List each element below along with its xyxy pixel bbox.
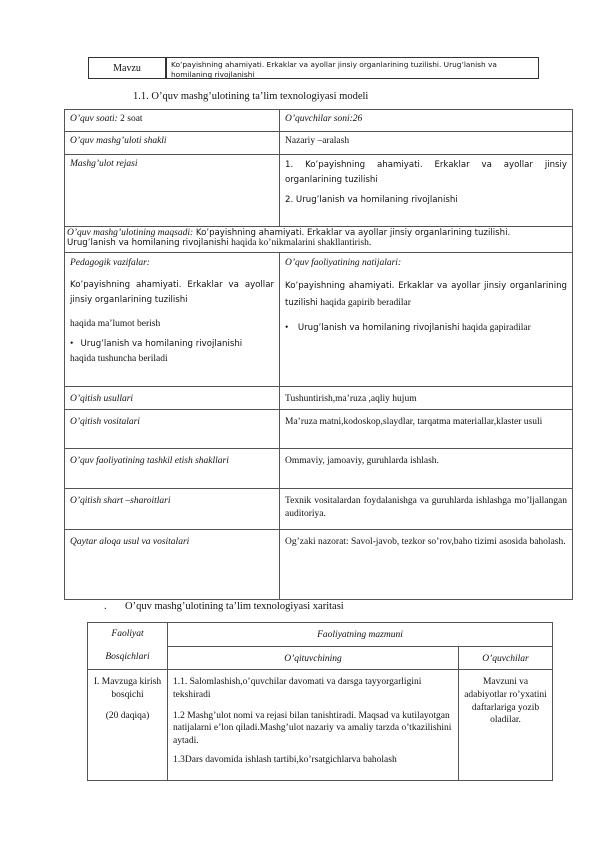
ped-item-2: haqida ma’lumot berish xyxy=(70,318,161,329)
qaytar-value-cell xyxy=(279,529,573,600)
nat-cell xyxy=(279,252,573,387)
reja-value-cell xyxy=(279,154,573,227)
reja-item-1: 1. Ko’payishning ahamiyati. Erkaklar va ayollar jinsiy organlarining tuzilishi xyxy=(285,160,567,186)
nat-item-2b: haqida gapiradilar xyxy=(459,322,531,333)
nat-item-2a: Urug’lanish va homilaning rivojlanishi xyxy=(297,322,460,333)
usul-label-cell xyxy=(64,386,280,410)
shakl2-label: O’quv faoliyatining tashkil etish shakllari xyxy=(70,456,229,466)
nat-item-1a: Ko’payishning ahamiyati. Erkaklar va ayollar jinsiy organlarining tuzilishi xyxy=(285,280,567,308)
xarita-col2b-header xyxy=(458,646,553,670)
shakl-label: O’quv mashg’uloti shakli xyxy=(70,136,167,146)
shart-value-cell xyxy=(279,488,573,530)
bullet-icon: • xyxy=(70,339,81,350)
usul-value: Tushuntirish,ma’ruza ,aqliy hujum xyxy=(285,394,417,404)
col2a: O’qituvchining xyxy=(284,654,342,664)
col1-a: Faoliyat xyxy=(111,629,144,639)
col2b: O’quvchilar xyxy=(482,654,529,664)
shart-value: Texnik vositalardan foydalanishga va guruhlarda ishlashga mo’ljallangan auditoriya. xyxy=(285,496,567,519)
xarita-title: O’quv mashg’ulotining ta’lim texnologiyasi xaritasi xyxy=(125,601,344,612)
mavzu-value: Ko’payishning ahamiyati. Erkaklar va ayollar jinsiy organlarining tuzilishi. Urug’lanish va homilaning rivojlanishi xyxy=(171,60,497,79)
ped-label: Pedagogik vazifalar: xyxy=(70,258,150,268)
row1-t2: 1.2 Mashg’ulot nomi va rejasi bilan tanishtiradi. Maqsad va kutilayotgan natijalarni e’lon qiladi.Mashg’ulot nazariy va amaliy tarzda o’tkazilishini aytadi. xyxy=(173,710,452,747)
vosita-value: Ma’ruza matni,kodoskop,slaydlar, tarqatma materiallar,klaster usuli xyxy=(285,417,543,427)
row1-stage-cell xyxy=(87,669,168,781)
bullet-icon: • xyxy=(285,322,298,333)
xarita-col2-header xyxy=(167,622,553,647)
row1-s: Mavzuni va adabiyotlar ro’yxatini daftarlariga yozib oladilar. xyxy=(464,677,547,726)
soat-label: O’quv soati: xyxy=(70,114,118,124)
nat-label: O’quv faoliyatining natijalari: xyxy=(285,258,402,268)
row1-time: (20 daqiqa) xyxy=(105,710,150,721)
soni-cell xyxy=(279,109,573,132)
qaytar-value: Og’zaki nazorat: Savol-javob, tezkor so’rov,baho tizimi asosida baholash. xyxy=(285,537,566,547)
shart-label-cell xyxy=(64,488,280,530)
shakl-value: Nazariy –aralash xyxy=(285,136,350,146)
maqsad-value-1: Ko’payishning ahamiyati. Erkaklar va ayollar jinsiy organlarining tuzilishi. xyxy=(193,228,511,238)
nat-item-1 xyxy=(285,278,567,312)
model-title: 1.1. O’quv mashg’ulotining ta’lim texnologiyasi modeli xyxy=(133,91,369,102)
shakl2-label-cell xyxy=(64,448,280,489)
maqsad-value-3: haqida ko’nikmalarini shakllantirish. xyxy=(228,238,372,249)
soni-label: O’quvchilar soni:26 xyxy=(285,114,363,124)
usul-value-cell xyxy=(279,386,573,410)
row1-t1: 1.1. Salomlashish,o’quvchilar davomati va darsga tayyorgarligini tekshiradi xyxy=(173,677,422,700)
shakl-value-cell xyxy=(279,131,573,155)
usul-label: O’qitish usullari xyxy=(70,394,134,404)
vosita-label: O’qitish vositalari xyxy=(70,417,140,427)
ped-item-3b: haqida tushuncha beriladi xyxy=(70,354,168,365)
col1-b: Bosqichlari xyxy=(105,651,150,662)
nat-item-2 xyxy=(285,321,567,336)
ped-item-3 xyxy=(70,337,274,366)
shakl2-value: Ommaviy, jamoaviy, guruhlarda ishlash. xyxy=(285,456,439,466)
xarita-col2a-header xyxy=(167,646,459,670)
ped-item-1: Ko’payishning ahamiyati. Erkaklar va ayollar jinsiy organlarining tuzilishi xyxy=(70,279,274,306)
mavzu-value-cell xyxy=(166,57,539,79)
shakl-label-cell xyxy=(64,131,280,155)
row1-stage: I. Mavzuga kirish bosqichi xyxy=(93,677,162,700)
nat-item-1b: haqida gapirib beradilar xyxy=(317,297,411,308)
qaytar-label-cell xyxy=(64,529,280,600)
soat-cell xyxy=(64,109,280,132)
reja-label-cell xyxy=(64,154,280,227)
col2: Faoliyatning mazmuni xyxy=(317,630,403,640)
row1-student-cell xyxy=(458,669,553,781)
ped-item-3a: Urug’lanish va homilaning rivojlanishi xyxy=(80,339,243,350)
xarita-title-marker: . xyxy=(104,601,107,612)
ped-cell xyxy=(64,252,280,387)
vosita-label-cell xyxy=(64,409,280,449)
row1-teacher-cell xyxy=(167,669,459,781)
mavzu-label: Mavzu xyxy=(113,63,141,74)
maqsad-value-2: Urug’lanish va homilaning rivojlanishi xyxy=(67,238,229,249)
maqsad-cell xyxy=(64,226,573,253)
shart-label: O’qitish shart –sharoitlari xyxy=(70,496,171,506)
shakl2-value-cell xyxy=(279,448,573,489)
row1-t3: 1.3Dars davomida ishlash tartibi,ko’rsatgichlarva baholash xyxy=(173,755,397,766)
xarita-col1-header xyxy=(87,622,168,670)
soat-value: 2 soat xyxy=(117,114,143,124)
reja-item-2: 2. Urug’lanish va homilaning rivojlanishi xyxy=(285,195,458,206)
qaytar-label: Qaytar aloqa usul va vositalari xyxy=(70,537,190,547)
reja-label: Mashg’ulot rejasi xyxy=(70,159,138,169)
maqsad-label: O’quv mashg’ulotining maqsadi: xyxy=(67,228,194,238)
vosita-value-cell xyxy=(279,409,573,449)
mavzu-label-cell xyxy=(88,57,166,79)
